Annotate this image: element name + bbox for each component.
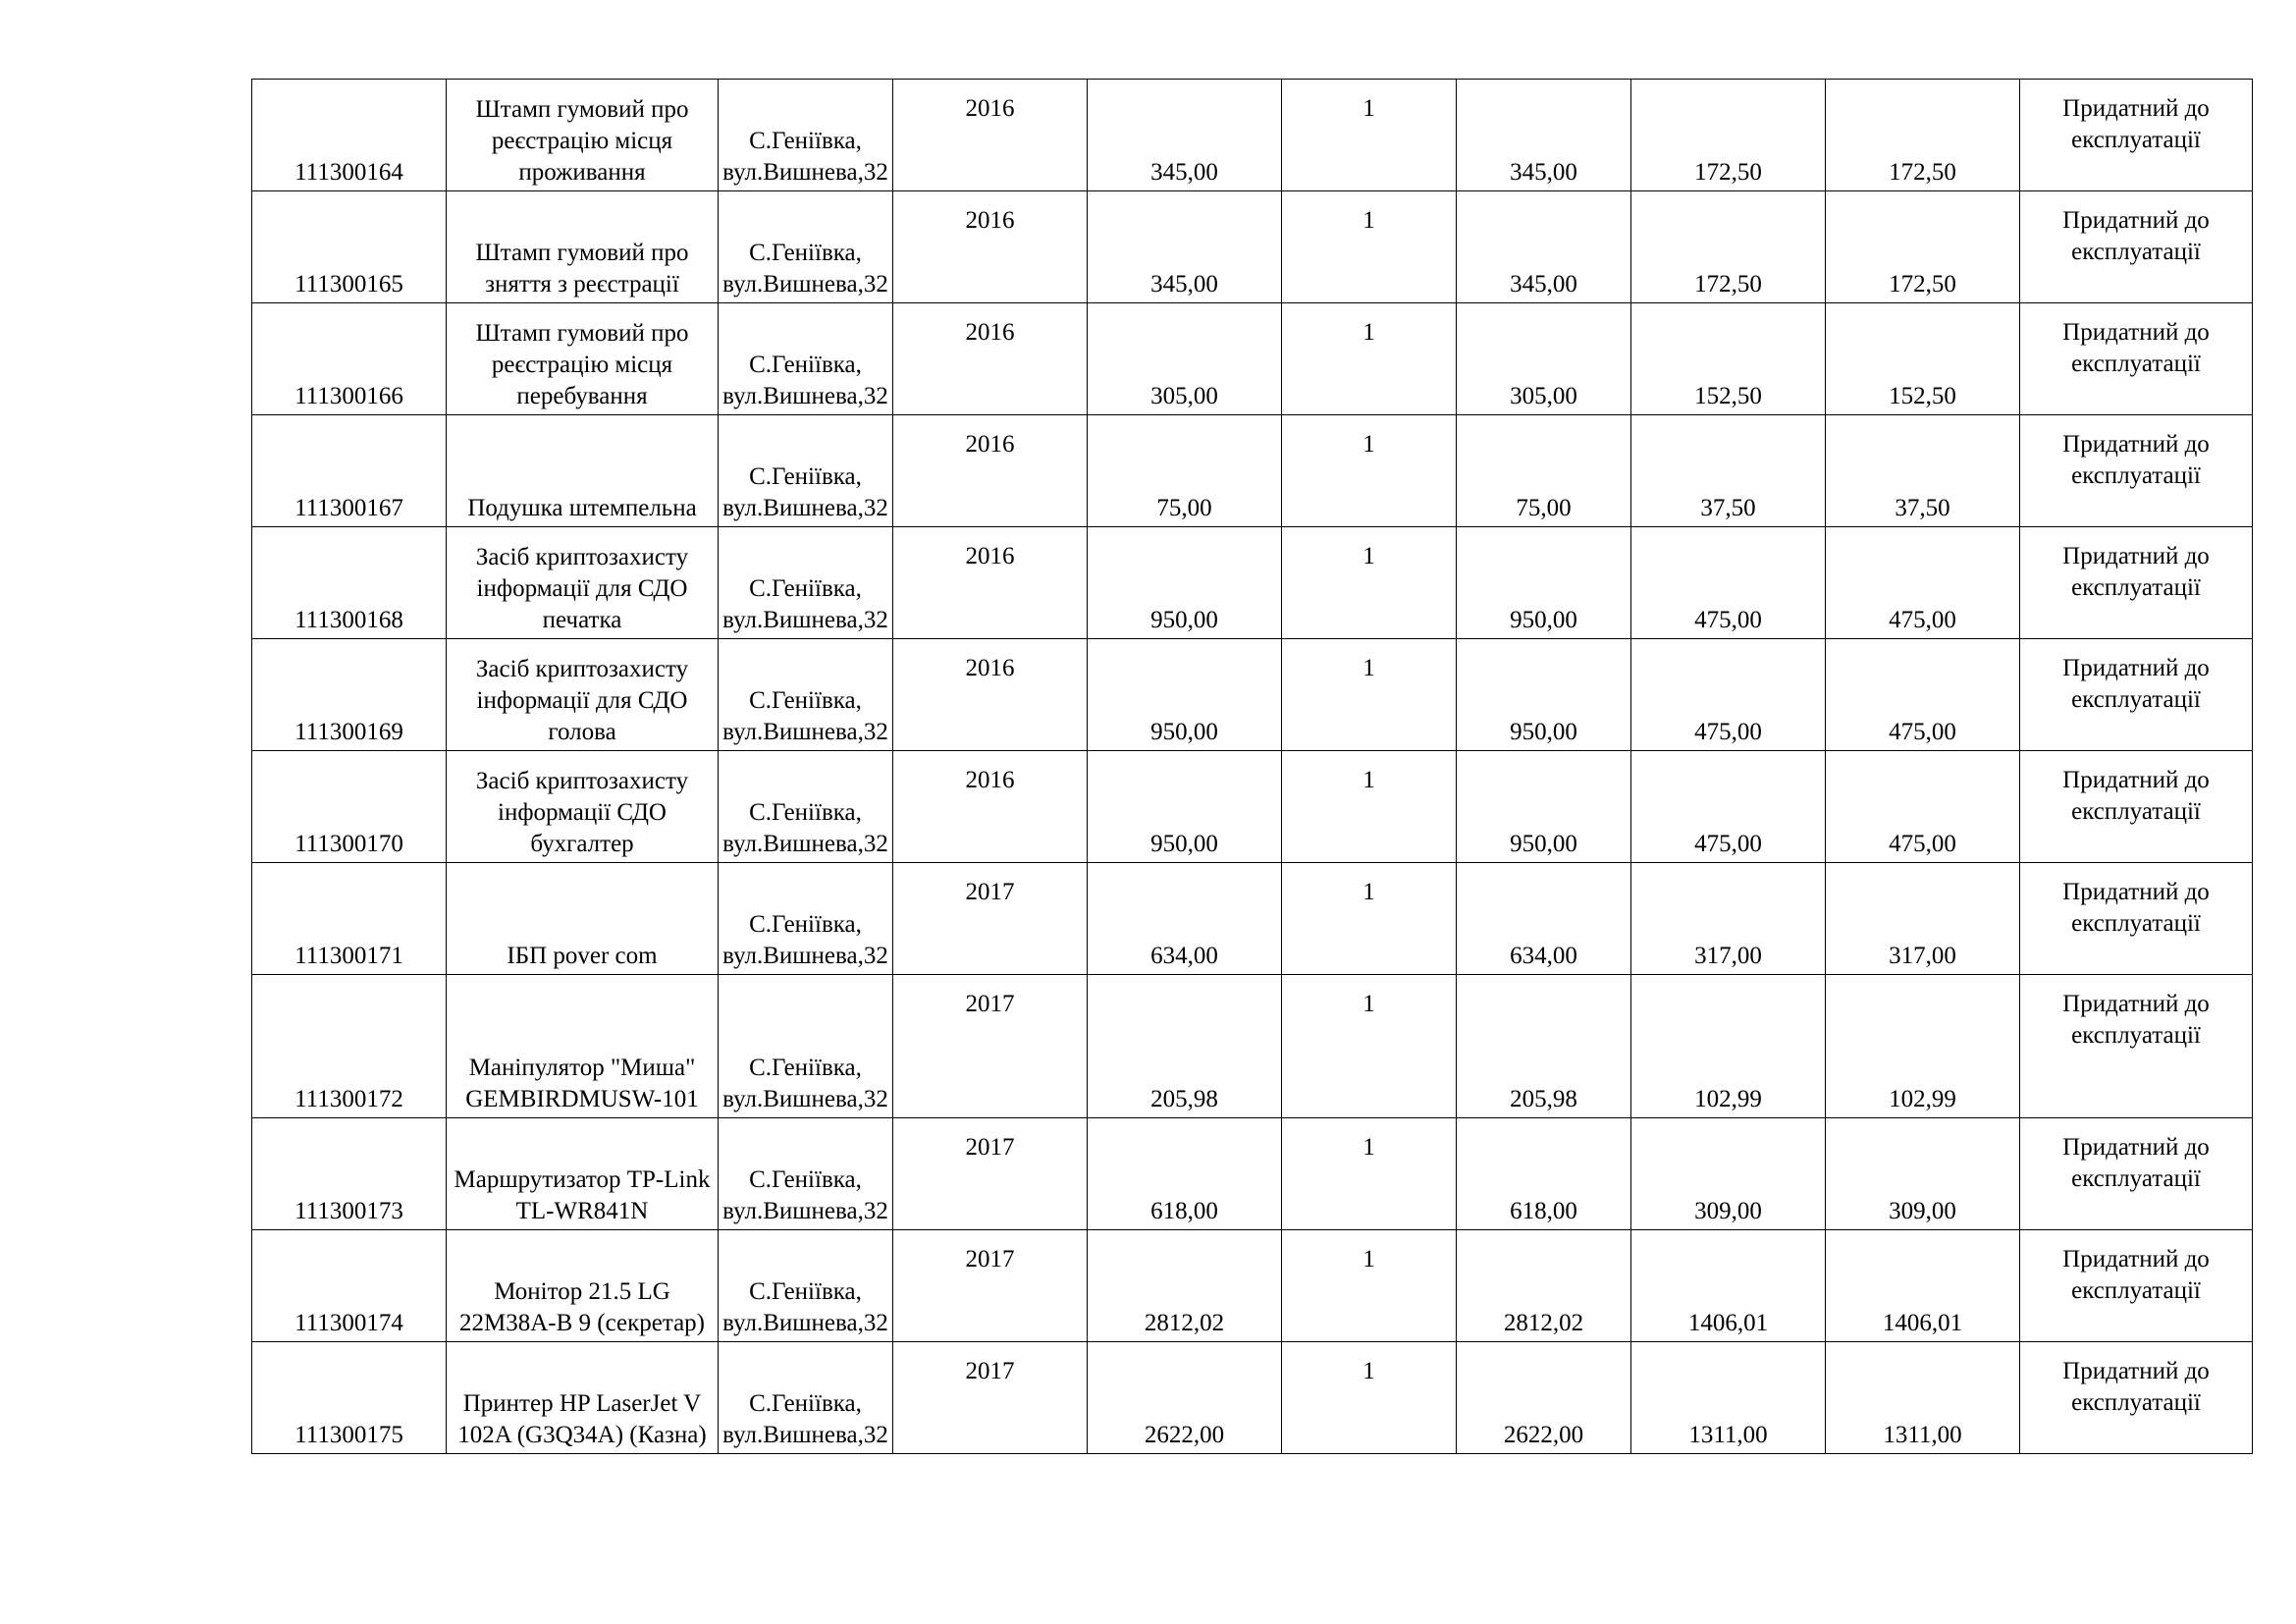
item-address: С.Геніївка, вул.Вишнева,32 <box>719 1230 893 1342</box>
item-address: С.Геніївка, вул.Вишнева,32 <box>719 751 893 863</box>
item-total: 345,00 <box>1457 191 1631 303</box>
item-total: 618,00 <box>1457 1118 1631 1230</box>
item-status: Придатний до експлуатації <box>2020 527 2253 639</box>
item-quantity: 1 <box>1282 415 1457 527</box>
item-year: 2016 <box>893 527 1088 639</box>
item-name: Штамп гумовий про реєстрацію місця перебування <box>447 303 719 415</box>
item-name: ІБП pover com <box>447 863 719 975</box>
item-address: С.Геніївка, вул.Вишнева,32 <box>719 639 893 751</box>
item-price: 345,00 <box>1088 191 1282 303</box>
item-price: 2812,02 <box>1088 1230 1282 1342</box>
inventory-number: 111300173 <box>252 1118 447 1230</box>
item-year: 2016 <box>893 751 1088 863</box>
item-name: Маніпулятор "Миша" GEMBIRDMUSW-101 <box>447 975 719 1118</box>
item-balance: 152,50 <box>1826 303 2020 415</box>
item-status: Придатний до експлуатації <box>2020 639 2253 751</box>
item-status: Придатний до експлуатації <box>2020 1230 2253 1342</box>
inventory-number: 111300175 <box>252 1342 447 1454</box>
item-status: Придатний до експлуатації <box>2020 1342 2253 1454</box>
table-row <box>252 415 2253 527</box>
item-year: 2017 <box>893 1230 1088 1342</box>
item-price: 345,00 <box>1088 80 1282 191</box>
item-year: 2016 <box>893 80 1088 191</box>
item-wear: 475,00 <box>1631 527 1826 639</box>
item-price: 305,00 <box>1088 303 1282 415</box>
item-wear: 152,50 <box>1631 303 1826 415</box>
item-quantity: 1 <box>1282 191 1457 303</box>
item-address: С.Геніївка, вул.Вишнева,32 <box>719 527 893 639</box>
item-price: 950,00 <box>1088 639 1282 751</box>
table-row <box>252 303 2253 415</box>
item-status: Придатний до експлуатації <box>2020 303 2253 415</box>
item-balance: 172,50 <box>1826 80 2020 191</box>
inventory-number: 111300174 <box>252 1230 447 1342</box>
item-quantity: 1 <box>1282 1230 1457 1342</box>
item-wear: 317,00 <box>1631 863 1826 975</box>
item-address: С.Геніївка, вул.Вишнева,32 <box>719 975 893 1118</box>
item-quantity: 1 <box>1282 303 1457 415</box>
item-total: 2812,02 <box>1457 1230 1631 1342</box>
item-address: С.Геніївка, вул.Вишнева,32 <box>719 80 893 191</box>
item-balance: 1311,00 <box>1826 1342 2020 1454</box>
item-year: 2017 <box>893 863 1088 975</box>
item-quantity: 1 <box>1282 1118 1457 1230</box>
item-price: 205,98 <box>1088 975 1282 1118</box>
item-status: Придатний до експлуатації <box>2020 975 2253 1118</box>
item-total: 950,00 <box>1457 639 1631 751</box>
item-year: 2016 <box>893 639 1088 751</box>
item-address: С.Геніївка, вул.Вишнева,32 <box>719 191 893 303</box>
item-year: 2016 <box>893 191 1088 303</box>
item-name: Штамп гумовий про зняття з реєстрації <box>447 191 719 303</box>
table-row <box>252 1342 2253 1454</box>
item-wear: 309,00 <box>1631 1118 1826 1230</box>
item-name: Засіб криптозахисту інформації для СДО печатка <box>447 527 719 639</box>
table-row <box>252 751 2253 863</box>
item-wear: 1311,00 <box>1631 1342 1826 1454</box>
item-price: 634,00 <box>1088 863 1282 975</box>
inventory-table <box>251 79 2253 1454</box>
item-address: С.Геніївка, вул.Вишнева,32 <box>719 863 893 975</box>
inventory-number: 111300169 <box>252 639 447 751</box>
item-total: 634,00 <box>1457 863 1631 975</box>
item-name: Маршрутизатор TP-Link TL-WR841N <box>447 1118 719 1230</box>
inventory-number: 111300166 <box>252 303 447 415</box>
item-status: Придатний до експлуатації <box>2020 751 2253 863</box>
inventory-number: 111300170 <box>252 751 447 863</box>
item-address: С.Геніївка, вул.Вишнева,32 <box>719 415 893 527</box>
item-balance: 309,00 <box>1826 1118 2020 1230</box>
inventory-number: 111300171 <box>252 863 447 975</box>
table-row <box>252 639 2253 751</box>
item-year: 2017 <box>893 1118 1088 1230</box>
item-name: Засіб криптозахисту інформації СДО бухгалтер <box>447 751 719 863</box>
item-balance: 475,00 <box>1826 751 2020 863</box>
inventory-number: 111300168 <box>252 527 447 639</box>
inventory-number: 111300167 <box>252 415 447 527</box>
item-name: Засіб криптозахисту інформації для СДО голова <box>447 639 719 751</box>
item-quantity: 1 <box>1282 80 1457 191</box>
item-balance: 317,00 <box>1826 863 2020 975</box>
item-quantity: 1 <box>1282 975 1457 1118</box>
item-total: 75,00 <box>1457 415 1631 527</box>
item-quantity: 1 <box>1282 639 1457 751</box>
item-status: Придатний до експлуатації <box>2020 191 2253 303</box>
item-price: 950,00 <box>1088 527 1282 639</box>
item-balance: 1406,01 <box>1826 1230 2020 1342</box>
item-name: Монітор 21.5 LG 22M38A-B 9 (секретар) <box>447 1230 719 1342</box>
item-total: 305,00 <box>1457 303 1631 415</box>
item-year: 2017 <box>893 975 1088 1118</box>
table-row <box>252 1230 2253 1342</box>
table-row <box>252 863 2253 975</box>
table-row <box>252 191 2253 303</box>
table-row <box>252 975 2253 1118</box>
inventory-number: 111300165 <box>252 191 447 303</box>
inventory-number: 111300164 <box>252 80 447 191</box>
table-row <box>252 80 2253 191</box>
item-balance: 37,50 <box>1826 415 2020 527</box>
item-price: 2622,00 <box>1088 1342 1282 1454</box>
item-balance: 475,00 <box>1826 527 2020 639</box>
item-wear: 475,00 <box>1631 751 1826 863</box>
item-quantity: 1 <box>1282 751 1457 863</box>
item-wear: 172,50 <box>1631 80 1826 191</box>
item-status: Придатний до експлуатації <box>2020 415 2253 527</box>
item-price: 950,00 <box>1088 751 1282 863</box>
item-wear: 172,50 <box>1631 191 1826 303</box>
item-balance: 102,99 <box>1826 975 2020 1118</box>
item-total: 950,00 <box>1457 527 1631 639</box>
item-total: 205,98 <box>1457 975 1631 1118</box>
inventory-number: 111300172 <box>252 975 447 1118</box>
item-status: Придатний до експлуатації <box>2020 863 2253 975</box>
item-address: С.Геніївка, вул.Вишнева,32 <box>719 1342 893 1454</box>
item-year: 2016 <box>893 303 1088 415</box>
item-year: 2016 <box>893 415 1088 527</box>
table-row <box>252 1118 2253 1230</box>
item-wear: 475,00 <box>1631 639 1826 751</box>
item-status: Придатний до експлуатації <box>2020 80 2253 191</box>
item-year: 2017 <box>893 1342 1088 1454</box>
item-total: 950,00 <box>1457 751 1631 863</box>
item-balance: 475,00 <box>1826 639 2020 751</box>
item-wear: 37,50 <box>1631 415 1826 527</box>
item-address: С.Геніївка, вул.Вишнева,32 <box>719 303 893 415</box>
item-name: Подушка штемпельна <box>447 415 719 527</box>
item-quantity: 1 <box>1282 527 1457 639</box>
item-total: 2622,00 <box>1457 1342 1631 1454</box>
item-price: 75,00 <box>1088 415 1282 527</box>
item-price: 618,00 <box>1088 1118 1282 1230</box>
item-quantity: 1 <box>1282 1342 1457 1454</box>
item-name: Штамп гумовий про реєстрацію місця проживання <box>447 80 719 191</box>
item-wear: 1406,01 <box>1631 1230 1826 1342</box>
item-balance: 172,50 <box>1826 191 2020 303</box>
item-total: 345,00 <box>1457 80 1631 191</box>
item-wear: 102,99 <box>1631 975 1826 1118</box>
table-row <box>252 527 2253 639</box>
item-status: Придатний до експлуатації <box>2020 1118 2253 1230</box>
item-name: Принтер HP LaserJet V 102A (G3Q34A) (Казна) <box>447 1342 719 1454</box>
item-quantity: 1 <box>1282 863 1457 975</box>
item-address: С.Геніївка, вул.Вишнева,32 <box>719 1118 893 1230</box>
